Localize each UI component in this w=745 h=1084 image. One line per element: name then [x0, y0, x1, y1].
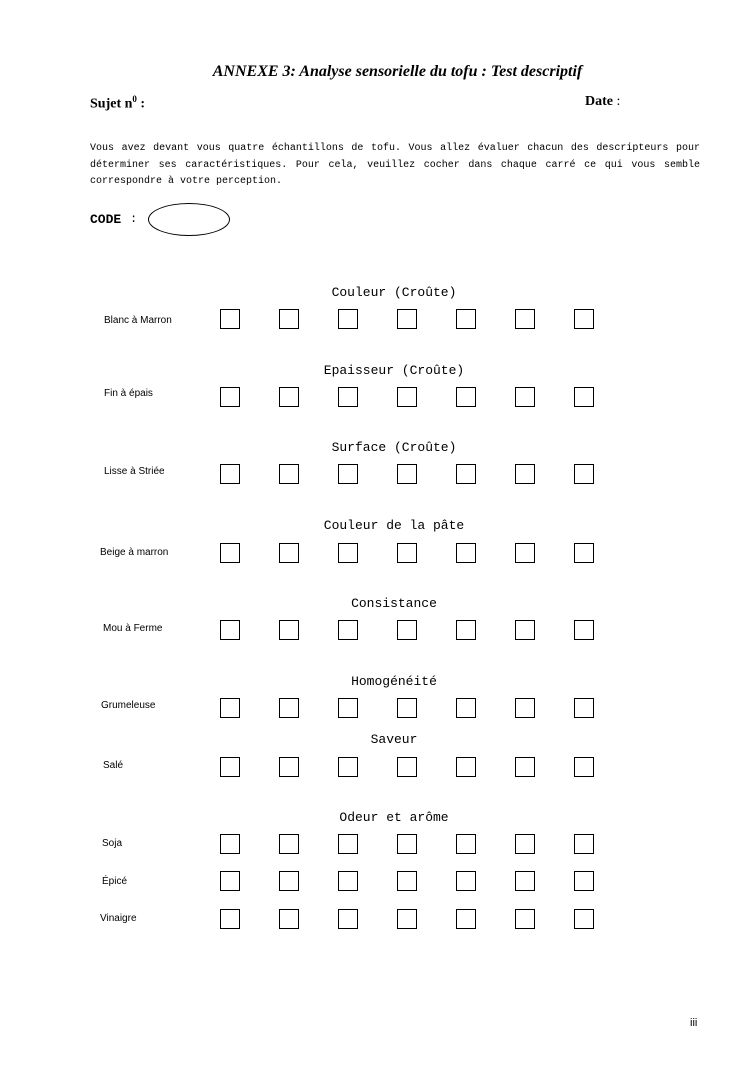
instructions-paragraph: Vous avez devant vous quatre échantillons de tofu. Vous allez évaluer chacun des descripteurs pour déterminer ses caractéristiques. Pour cela, veuillez cocher dans chaque carré ce qui vous semble correspondre à votre perception.	[90, 143, 700, 187]
rating-checkbox[interactable]	[220, 543, 240, 563]
rating-checkbox[interactable]	[397, 909, 417, 929]
rating-checkbox[interactable]	[456, 387, 476, 407]
rating-checkbox[interactable]	[515, 620, 535, 640]
rating-checkbox[interactable]	[220, 309, 240, 329]
date-colon: :	[613, 94, 621, 109]
row-label-beige-marron: Beige à marron	[100, 547, 169, 558]
scale-couleur-pate	[220, 543, 594, 565]
rating-checkbox[interactable]	[515, 309, 535, 329]
rating-checkbox[interactable]	[574, 309, 594, 329]
rating-checkbox[interactable]	[397, 464, 417, 484]
rating-checkbox[interactable]	[279, 834, 299, 854]
row-label-mou-ferme: Mou à Ferme	[103, 623, 163, 634]
rating-checkbox[interactable]	[574, 464, 594, 484]
scale-epaisseur-croute	[220, 387, 594, 409]
row-label-epice: Épicé	[102, 876, 128, 887]
rating-checkbox[interactable]	[397, 834, 417, 854]
rating-checkbox[interactable]	[515, 909, 535, 929]
scale-soja	[220, 834, 594, 856]
rating-checkbox[interactable]	[515, 698, 535, 718]
rating-checkbox[interactable]	[574, 757, 594, 777]
subject-superscript: 0	[132, 94, 137, 104]
rating-checkbox[interactable]	[397, 387, 417, 407]
scale-epice	[220, 871, 594, 893]
rating-checkbox[interactable]	[220, 620, 240, 640]
rating-checkbox[interactable]	[279, 909, 299, 929]
page-number: iii	[690, 1017, 698, 1029]
rating-checkbox[interactable]	[279, 543, 299, 563]
rating-checkbox[interactable]	[338, 309, 358, 329]
row-label-soja: Soja	[102, 838, 123, 849]
rating-checkbox[interactable]	[279, 698, 299, 718]
rating-checkbox[interactable]	[338, 757, 358, 777]
scale-vinaigre	[220, 909, 594, 931]
section-title-epaisseur-croute: Epaisseur (Croûte)	[323, 363, 465, 378]
rating-checkbox[interactable]	[456, 909, 476, 929]
rating-checkbox[interactable]	[456, 309, 476, 329]
rating-checkbox[interactable]	[397, 309, 417, 329]
section-title-saveur: Saveur	[370, 732, 418, 747]
rating-checkbox[interactable]	[515, 387, 535, 407]
rating-checkbox[interactable]	[220, 834, 240, 854]
rating-checkbox[interactable]	[456, 757, 476, 777]
rating-checkbox[interactable]	[338, 909, 358, 929]
section-title-consistance: Consistance	[351, 596, 437, 611]
row-label-lisse-striee: Lisse à Striée	[104, 466, 165, 477]
rating-checkbox[interactable]	[456, 698, 476, 718]
section-title-homogeneite: Homogénéité	[351, 674, 437, 689]
code-input-oval[interactable]	[148, 203, 230, 236]
rating-checkbox[interactable]	[279, 620, 299, 640]
scale-surface-croute	[220, 464, 594, 486]
rating-checkbox[interactable]	[338, 834, 358, 854]
rating-checkbox[interactable]	[397, 620, 417, 640]
section-title-couleur-croute: Couleur (Croûte)	[331, 285, 457, 300]
rating-checkbox[interactable]	[397, 698, 417, 718]
rating-checkbox[interactable]	[279, 871, 299, 891]
rating-checkbox[interactable]	[338, 698, 358, 718]
rating-checkbox[interactable]	[515, 543, 535, 563]
rating-checkbox[interactable]	[574, 909, 594, 929]
rating-checkbox[interactable]	[338, 543, 358, 563]
rating-checkbox[interactable]	[338, 387, 358, 407]
scale-saveur	[220, 757, 594, 779]
page-title: ANNEXE 3: Analyse sensorielle du tofu : Test descriptif	[212, 63, 583, 80]
rating-checkbox[interactable]	[220, 698, 240, 718]
rating-checkbox[interactable]	[279, 757, 299, 777]
row-label-blanc-marron: Blanc à Marron	[104, 315, 172, 326]
rating-checkbox[interactable]	[515, 871, 535, 891]
scale-consistance	[220, 620, 594, 642]
rating-checkbox[interactable]	[574, 698, 594, 718]
rating-checkbox[interactable]	[456, 620, 476, 640]
scale-couleur-croute	[220, 309, 594, 331]
rating-checkbox[interactable]	[574, 834, 594, 854]
scale-homogeneite	[220, 698, 594, 720]
row-label-fin-epais: Fin à épais	[104, 388, 153, 399]
rating-checkbox[interactable]	[456, 543, 476, 563]
row-label-sale: Salé	[103, 760, 124, 771]
rating-checkbox[interactable]	[338, 620, 358, 640]
row-label-vinaigre: Vinaigre	[100, 913, 137, 924]
rating-checkbox[interactable]	[279, 387, 299, 407]
code-label: CODE	[90, 212, 122, 227]
rating-checkbox[interactable]	[456, 834, 476, 854]
row-label-grumeleuse: Grumeleuse	[101, 700, 156, 711]
rating-checkbox[interactable]	[515, 834, 535, 854]
date-label: Date	[585, 94, 613, 109]
section-title-surface-croute: Surface (Croûte)	[331, 440, 457, 455]
rating-checkbox[interactable]	[574, 543, 594, 563]
date-field	[585, 94, 620, 110]
rating-checkbox[interactable]	[220, 757, 240, 777]
rating-checkbox[interactable]	[338, 464, 358, 484]
rating-checkbox[interactable]	[397, 543, 417, 563]
rating-checkbox[interactable]	[456, 464, 476, 484]
rating-checkbox[interactable]	[220, 464, 240, 484]
rating-checkbox[interactable]	[456, 871, 476, 891]
subject-colon: :	[136, 96, 146, 112]
rating-checkbox[interactable]	[515, 464, 535, 484]
subject-number-field	[90, 94, 145, 113]
rating-checkbox[interactable]	[279, 464, 299, 484]
subject-label: Sujet n	[90, 96, 133, 112]
rating-checkbox[interactable]	[220, 387, 240, 407]
rating-checkbox[interactable]	[574, 871, 594, 891]
rating-checkbox[interactable]	[397, 757, 417, 777]
rating-checkbox[interactable]	[338, 871, 358, 891]
rating-checkbox[interactable]	[515, 757, 535, 777]
section-title-odeur-arome: Odeur et arôme	[339, 810, 449, 825]
code-colon: :	[130, 212, 138, 226]
section-title-couleur-pate: Couleur de la pâte	[323, 518, 465, 533]
rating-checkbox[interactable]	[397, 871, 417, 891]
rating-checkbox[interactable]	[574, 620, 594, 640]
rating-checkbox[interactable]	[574, 387, 594, 407]
rating-checkbox[interactable]	[220, 909, 240, 929]
rating-checkbox[interactable]	[279, 309, 299, 329]
rating-checkbox[interactable]	[220, 871, 240, 891]
